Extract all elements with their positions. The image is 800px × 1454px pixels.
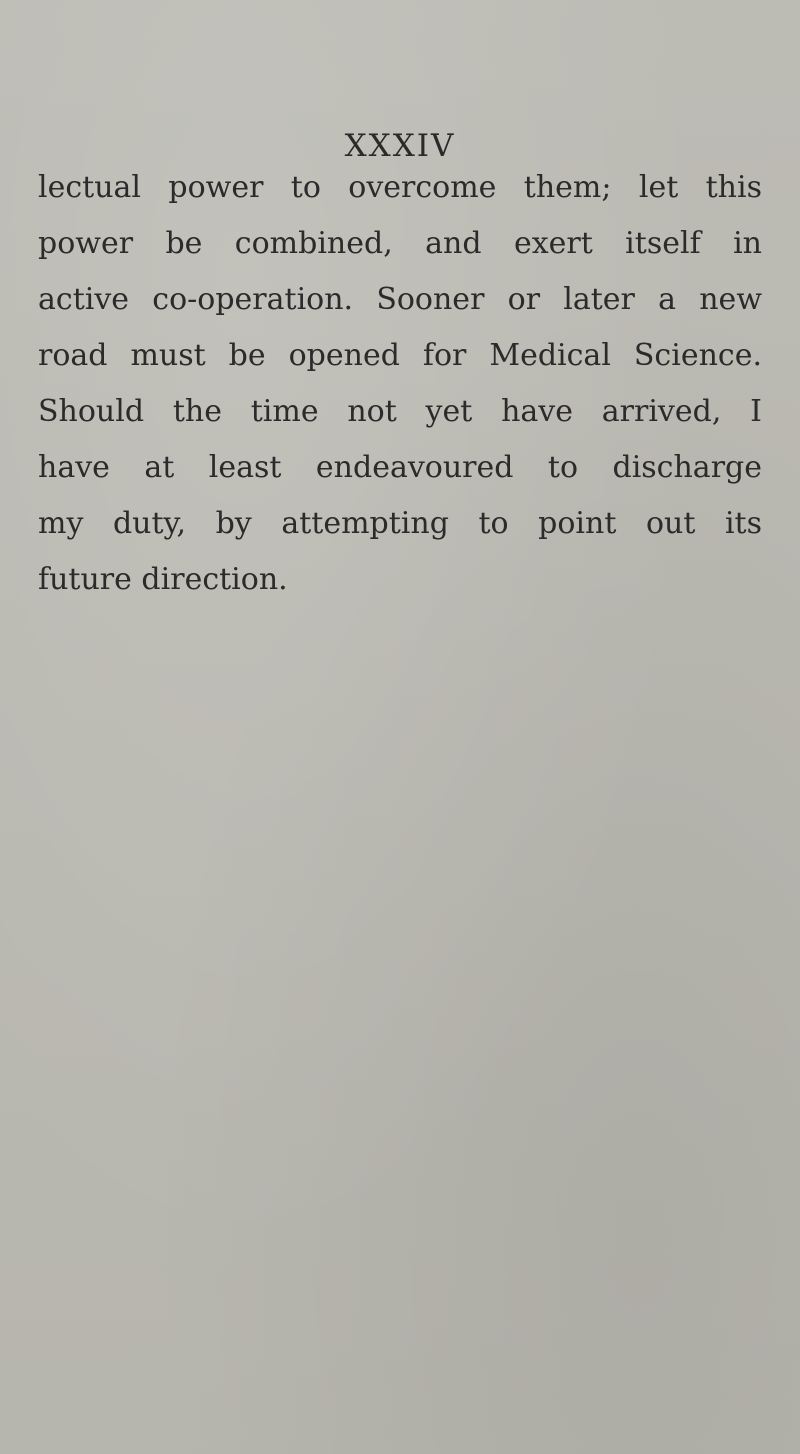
text-line: Should the time not yet have arrived, I: [38, 394, 762, 429]
text-line: power be combined, and exert itself in: [38, 226, 762, 261]
text-line: have at least endeavoured to discharge: [38, 450, 762, 485]
text-line: road must be opened for Medical Science.: [38, 338, 762, 373]
text-line: future direction.: [38, 562, 288, 597]
text-line: my duty, by attempting to point out its: [38, 506, 762, 541]
text-line: lectual power to overcome them; let this: [38, 170, 762, 205]
page-number: XXXIV: [344, 128, 456, 164]
text-line: active co-operation. Sooner or later a new: [38, 282, 762, 317]
body-paragraph: [38, 160, 762, 608]
